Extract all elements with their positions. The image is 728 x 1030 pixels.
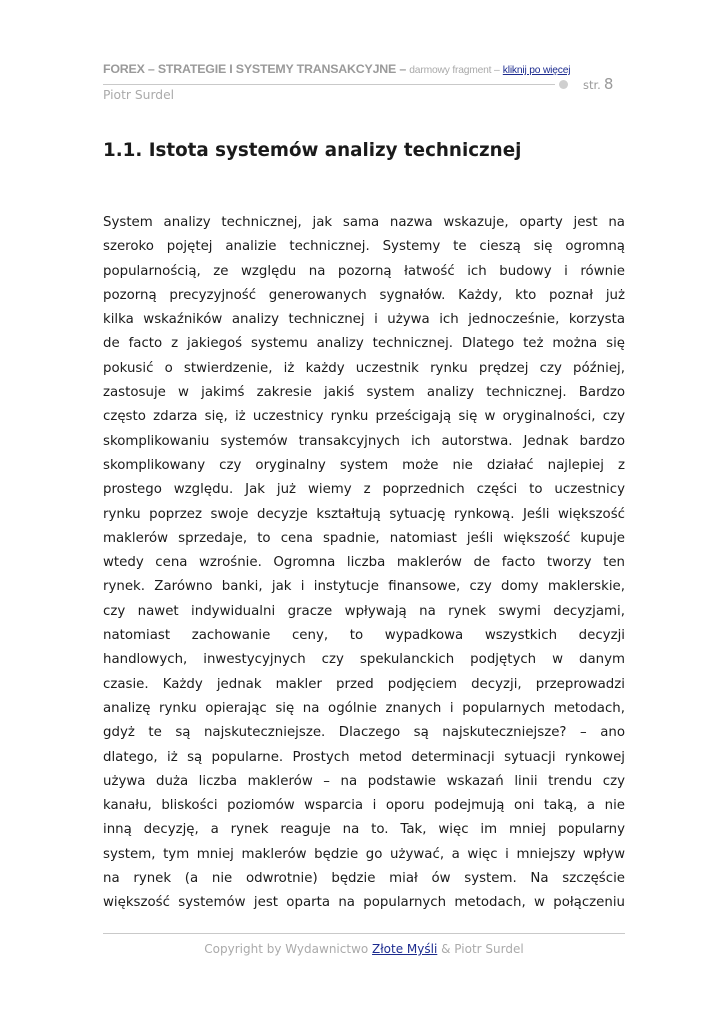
text-line: czasie. Każdy jednak makler przed podjęciem decyzji, przeprowadzi (103, 676, 625, 692)
text-line: kilka wskaźników analizy technicznej i używa ich jednocześnie, korzysta (103, 312, 625, 328)
text-line: pozorną precyzyjność generowanych sygnałów. Każdy, kto poznał już (103, 287, 625, 303)
text-line: popularnością, ze względu na pozorną łatwość ich budowy i równie (103, 263, 625, 279)
text-line: de facto z jakiegoś systemu analizy technicznej. Dlatego też można się (103, 336, 625, 352)
text-line: handlowych, inwestycyjnych czy spekulanckich podjętych w danym (103, 652, 625, 668)
footer-copyright: Copyright by Wydawnictwo (204, 942, 369, 956)
footer-author: & Piotr Surdel (441, 942, 524, 956)
text-line: prostego względu. Jak już wiemy z poprzednich części to uczestnicy (103, 482, 625, 498)
page-footer (103, 942, 625, 956)
text-line: szeroko pojętej analizie technicznej. Systemy te cieszą się ogromną (103, 239, 625, 255)
page-header (103, 62, 643, 112)
text-line: maklerów sprzedaje, to cena spadnie, natomiast jeśli większość kupuje (103, 530, 625, 546)
footer-divider (103, 933, 625, 934)
text-line: zastosuje w jakimś zakresie jakiś system analizy technicznej. Bardzo (103, 385, 625, 401)
header-title-line (103, 62, 570, 76)
text-line: gdyż te są najskuteczniejsze. Dlaczego są najskuteczniejsze? – ano (103, 725, 625, 741)
section-heading: 1.1. Istota systemów analizy technicznej (103, 140, 522, 161)
text-line: pokusić o stwierdzenie, iż każdy uczestnik rynku prędzej czy później, (103, 360, 625, 376)
more-link[interactable]: kliknij po więcej (502, 65, 571, 76)
header-divider (103, 84, 555, 85)
page-label: str. (583, 78, 601, 92)
free-fragment-label: darmowy fragment – (409, 65, 500, 76)
text-line: natomiast zachowanie ceny, to wypadkowa wszystkich decyzji (103, 628, 625, 644)
text-line: na rynek (a nie odwrotnie) będzie miał ów system. Na szczęście (103, 871, 625, 887)
book-title: FOREX – STRATEGIE I SYSTEMY TRANSAKCYJNE – (103, 62, 407, 76)
text-line: często zdarza się, iż uczestnicy rynku prześcigają się w oryginalności, czy (103, 409, 625, 425)
text-line: czy nawet indywidualni gracze wpływają na rynek swymi decyzjami, (103, 603, 625, 619)
text-line: system, tym mniej maklerów będzie go używać, a więc i mniejszy wpływ (103, 846, 625, 862)
publisher-link[interactable]: Złote Myśli (372, 942, 438, 956)
header-bullet-icon (559, 80, 568, 89)
text-line: kanału, bliskości poziomów wsparcia i oporu podejmują oni taką, a nie (103, 798, 625, 814)
text-line: dlatego, iż są popularne. Prostych metod determinacji sytuacji rynkowej (103, 749, 625, 765)
page-number (583, 74, 613, 93)
text-line: większość systemów jest oparta na popularnych metodach, w połączeniu (103, 895, 625, 911)
body-paragraph (103, 211, 625, 916)
header-author: Piotr Surdel (103, 88, 175, 102)
text-line: skomplikowany czy oryginalny system może nie działać najlepiej z (103, 457, 625, 473)
text-line: używa duża liczba maklerów – na podstawie wskazań linii trendu czy (103, 773, 625, 789)
text-line: rynku poprzez swoje decyzje kształtują sytuację rynkową. Jeśli większość (103, 506, 625, 522)
text-line: analizę rynku opierając się na ogólnie znanych i popularnych metodach, (103, 700, 625, 716)
text-line: inną decyzję, a rynek reaguje na to. Tak, więc im mniej popularny (103, 822, 625, 838)
text-line: skomplikowaniu systemów transakcyjnych ich autorstwa. Jednak bardzo (103, 433, 625, 449)
text-line: System analizy technicznej, jak sama nazwa wskazuje, oparty jest na (103, 215, 625, 230)
text-line: wtedy cena wzrośnie. Ogromna liczba maklerów de facto tworzy ten (103, 555, 625, 571)
page-number-value: 8 (603, 75, 614, 93)
text-line: rynek. Zarówno banki, jak i instytucje finansowe, czy domy maklerskie, (103, 579, 625, 595)
